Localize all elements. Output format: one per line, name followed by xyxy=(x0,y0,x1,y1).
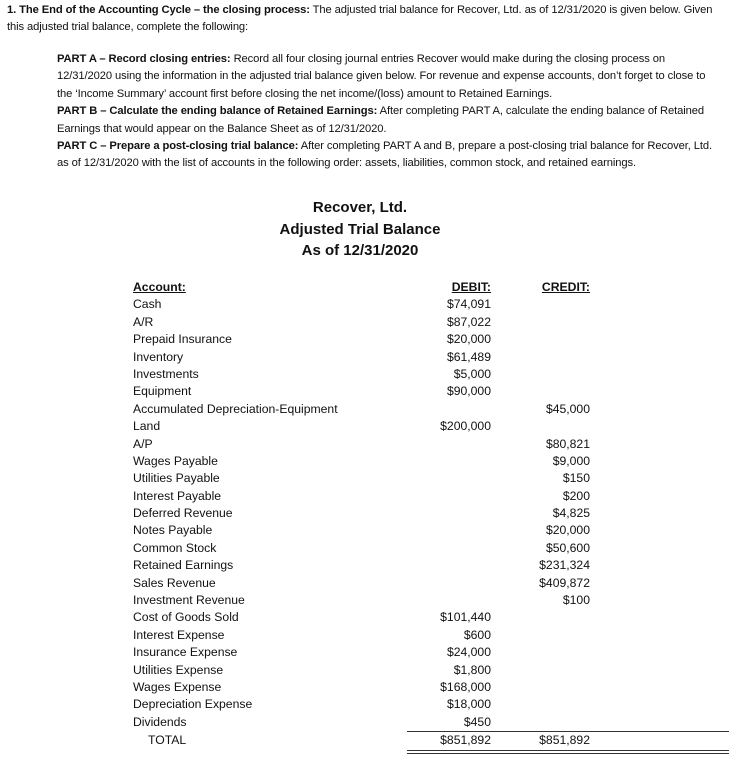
credit-cell: $231,324 xyxy=(539,558,590,573)
table-row xyxy=(133,366,593,383)
account-cell: A/P xyxy=(133,436,153,451)
account-cell: Inventory xyxy=(133,349,184,364)
debit-cell: $1,800 xyxy=(453,662,491,677)
account-cell: Common Stock xyxy=(133,540,217,555)
table-row xyxy=(133,557,593,574)
account-cell: Utilities Payable xyxy=(133,471,220,486)
account-cell: Deferred Revenue xyxy=(133,506,233,521)
total-double-rule xyxy=(407,750,729,754)
part-c-text: After completing PART A and B, prepare a post-closing trial balance for Recover, Ltd. as of 12/31/2020 with the list of accounts in the following order: assets, liabilities, common stock, and retained earnings. xyxy=(57,140,713,170)
header-credit: CREDIT: xyxy=(541,280,590,294)
account-cell: Interest Expense xyxy=(133,627,225,642)
debit-cell: $74,091 xyxy=(446,297,491,312)
debit-cell: $101,440 xyxy=(440,610,491,625)
part-c-heading: PART C – Prepare a post-closing trial balance: xyxy=(57,140,299,153)
part-b xyxy=(57,103,722,138)
account-cell: Wages Expense xyxy=(133,679,222,694)
statement-date: As of 12/31/2020 xyxy=(301,242,419,259)
part-b-text: After completing PART A, calculate the ending balance of Retained Earnings that would appear on the Balance Sheet as of 12/31/2020. xyxy=(57,105,705,135)
table-row xyxy=(133,331,593,348)
table-row xyxy=(133,714,593,731)
table-row xyxy=(133,453,593,470)
debit-cell: $24,000 xyxy=(446,645,491,660)
credit-cell: $100 xyxy=(562,593,590,608)
table-header-row xyxy=(133,279,593,296)
credit-cell: $20,000 xyxy=(545,523,590,538)
debit-cell: $168,000 xyxy=(440,679,491,694)
problem-intro-text: The adjusted trial balance for Recover, Ltd. as of 12/31/2020 is given below. Given this adjusted trial balance, complete the following: xyxy=(7,4,713,33)
table-row xyxy=(133,540,593,557)
account-cell: Sales Revenue xyxy=(133,575,216,590)
debit-cell: $5,000 xyxy=(453,366,491,381)
account-cell: Prepaid Insurance xyxy=(133,332,232,347)
account-cell: Cost of Goods Sold xyxy=(133,610,239,625)
debit-cell: $450 xyxy=(463,714,491,729)
account-cell: Depreciation Expense xyxy=(133,697,253,712)
table-row xyxy=(133,644,593,661)
account-cell: Cash xyxy=(133,297,162,312)
credit-cell: $409,872 xyxy=(539,575,590,590)
table-row xyxy=(133,436,593,453)
total-label: TOTAL xyxy=(148,733,187,748)
account-cell: Accumulated Depreciation-Equipment xyxy=(133,401,338,416)
debit-cell: $90,000 xyxy=(446,384,491,399)
table-row xyxy=(133,401,593,418)
credit-cell: $80,821 xyxy=(545,436,590,451)
table-row xyxy=(133,696,593,713)
credit-cell: $50,600 xyxy=(545,540,590,555)
debit-cell: $61,489 xyxy=(446,349,491,364)
table-row xyxy=(133,296,593,313)
credit-cell: $9,000 xyxy=(552,453,590,468)
total-credit: $851,892 xyxy=(539,733,590,748)
debit-cell: $87,022 xyxy=(446,314,491,329)
table-row xyxy=(133,488,593,505)
part-b-heading: PART B – Calculate the ending balance of Retained Earnings: xyxy=(57,105,378,118)
company-name: Recover, Ltd. xyxy=(312,199,408,216)
table-row xyxy=(133,609,593,626)
account-cell: Investments xyxy=(133,366,199,381)
total-double-rule-wrap xyxy=(133,750,593,753)
debit-cell: $200,000 xyxy=(440,419,491,434)
trial-balance-table xyxy=(133,279,593,753)
account-cell: Notes Payable xyxy=(133,523,213,538)
table-row xyxy=(133,505,593,522)
account-cell: Utilities Expense xyxy=(133,662,224,677)
problem-parts xyxy=(57,51,722,173)
account-cell: Insurance Expense xyxy=(133,645,238,660)
debit-cell: $20,000 xyxy=(446,332,491,347)
debit-cell: $18,000 xyxy=(446,697,491,712)
total-row xyxy=(133,732,593,749)
account-cell: Interest Payable xyxy=(133,488,222,503)
statement-title: Adjusted Trial Balance xyxy=(279,220,441,238)
table-row xyxy=(133,349,593,366)
table-row xyxy=(133,383,593,400)
part-a-heading: PART A – Record closing entries: xyxy=(57,53,231,65)
account-cell: Retained Earnings xyxy=(133,558,234,573)
header-account: Account: xyxy=(133,280,186,294)
problem-intro xyxy=(7,2,727,36)
part-a xyxy=(57,51,722,103)
credit-cell: $4,825 xyxy=(552,506,590,521)
credit-cell: $200 xyxy=(562,488,590,503)
debit-cell: $600 xyxy=(463,627,491,642)
table-row xyxy=(133,470,593,487)
table-row xyxy=(133,575,593,592)
part-c xyxy=(57,138,722,173)
header-debit: DEBIT: xyxy=(451,280,491,294)
table-row xyxy=(133,662,593,679)
account-cell: Equipment xyxy=(133,384,192,399)
total-debit: $851,892 xyxy=(440,733,491,748)
account-cell: Wages Payable xyxy=(133,453,218,468)
table-row xyxy=(133,592,593,609)
statement-title-block xyxy=(0,197,720,262)
account-cell: Land xyxy=(133,419,161,434)
credit-cell: $150 xyxy=(562,471,590,486)
part-a-text: Record all four closing journal entries Recover would make during the closing process on 12/31/2020 using the information in the adjusted trial balance given below. For revenue and expense accounts, don’t forget to close to the ‘Income Summary’ account first before closing the net income/(loss) amount to Retained Earnings. xyxy=(57,53,706,100)
table-row xyxy=(133,522,593,539)
table-row xyxy=(133,418,593,435)
table-row xyxy=(133,314,593,331)
account-cell: Investment Revenue xyxy=(133,593,245,608)
credit-cell: $45,000 xyxy=(545,401,590,416)
problem-heading: 1. The End of the Accounting Cycle – the closing process: xyxy=(7,4,310,16)
table-body xyxy=(133,296,593,731)
account-cell: A/R xyxy=(133,314,154,329)
account-cell: Dividends xyxy=(133,714,187,729)
table-row xyxy=(133,679,593,696)
table-row xyxy=(133,627,593,644)
